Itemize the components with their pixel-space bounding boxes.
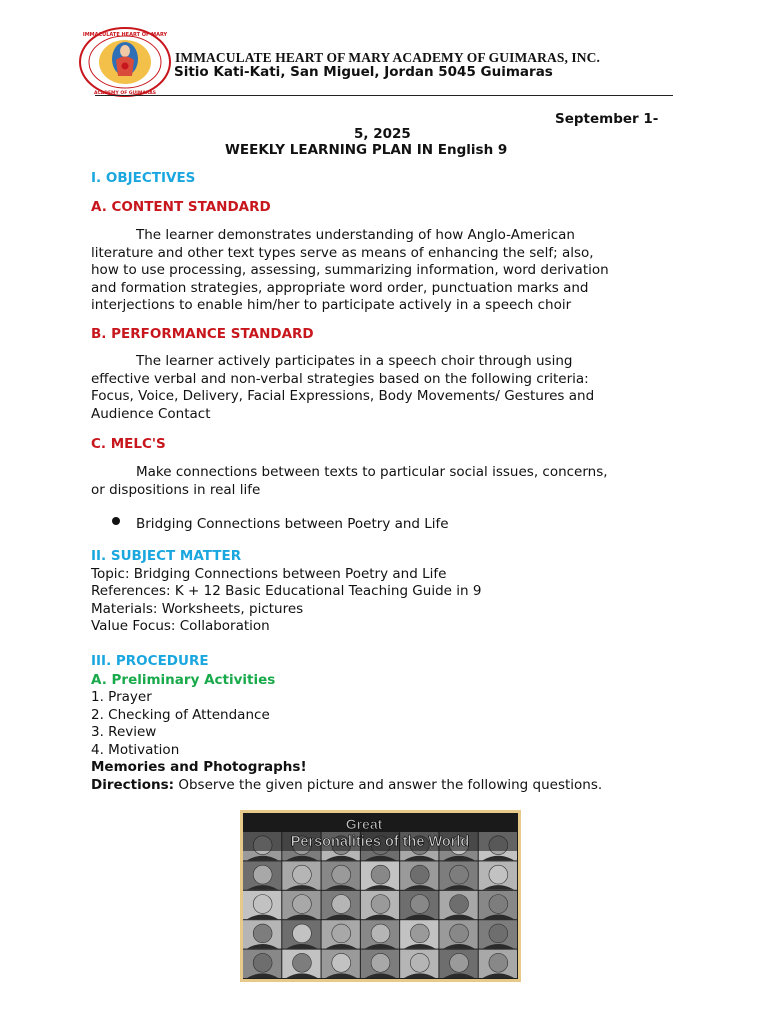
school-logo	[78, 26, 172, 98]
procedure-step: 4. Motivation	[91, 742, 180, 758]
melcs-heading: C. MELC'S	[91, 436, 166, 452]
directions-text: Observe the given picture and answer the following questions.	[174, 777, 603, 793]
portrait-face	[450, 865, 469, 884]
performance-standard-paragraph	[91, 353, 681, 423]
date-line-2: 5, 2025	[354, 126, 411, 142]
portrait-face	[450, 895, 469, 914]
objectives-heading: I. OBJECTIVES	[91, 170, 196, 186]
portrait-face	[253, 895, 272, 914]
portrait-face	[371, 924, 390, 943]
portrait-face	[410, 865, 429, 884]
date-line-1: September 1-	[555, 111, 659, 127]
portrait-face	[371, 953, 390, 972]
procedure-step: 1. Prayer	[91, 689, 152, 705]
paragraph-line: and formation strategies, appropriate word order, punctuation marks and	[91, 279, 589, 296]
portrait-face	[332, 865, 351, 884]
materials-line: Materials: Worksheets, pictures	[91, 601, 304, 617]
document-title: WEEKLY LEARNING PLAN IN English 9	[225, 142, 508, 158]
portrait-face	[371, 895, 390, 914]
school-address: Sitio Kati-Kati, San Miguel, Jordan 5045 Guimaras	[174, 64, 553, 80]
portrait-face	[371, 865, 390, 884]
portrait-face	[489, 895, 508, 914]
portrait-face	[332, 924, 351, 943]
paragraph-line: Focus, Voice, Delivery, Facial Expressions, Body Movements/ Gestures and	[91, 388, 595, 405]
paragraph-line: Make connections between texts to particular social issues, concerns,	[136, 464, 608, 480]
portrait-face	[450, 924, 469, 943]
portrait-face	[332, 895, 351, 914]
value-focus-line: Value Focus: Collaboration	[91, 618, 270, 634]
portrait-face	[410, 895, 429, 914]
paragraph-line: interjections to enable him/her to participate actively in a speech choir	[91, 297, 572, 314]
picture-title-line-1: Great	[345, 816, 383, 832]
melcs-bullet-item: Bridging Connections between Poetry and Life	[136, 516, 449, 532]
subject-matter-heading: II. SUBJECT MATTER	[91, 548, 242, 564]
procedure-heading: III. PROCEDURE	[91, 653, 209, 669]
procedure-step: 3. Review	[91, 724, 157, 740]
bullet-icon	[112, 517, 120, 525]
portrait-face	[293, 895, 312, 914]
svg-text:ACADEMY OF GUIMARAS: ACADEMY OF GUIMARAS	[93, 91, 157, 96]
paragraph-line: The learner actively participates in a speech choir through using	[136, 353, 573, 369]
portrait-face	[410, 953, 429, 972]
school-name: IMMACULATE HEART OF MARY ACADEMY OF GUIMARAS, INC.	[175, 50, 600, 65]
procedure-step: 2. Checking of Attendance	[91, 707, 270, 723]
directions-label: Directions:	[91, 777, 175, 793]
paragraph-line: literature and other text types serve as means of enhancing the self; also,	[91, 244, 594, 261]
portrait-face	[253, 953, 272, 972]
portrait-face	[293, 953, 312, 972]
references-line: References: K + 12 Basic Educational Teaching Guide in 9	[91, 583, 482, 599]
paragraph-line: how to use processing, assessing, summarizing information, word derivation	[91, 262, 609, 279]
portrait-face	[489, 924, 508, 943]
portrait-face	[253, 924, 272, 943]
picture-title-line-2: Personalities of the World	[290, 834, 470, 850]
portrait-face	[410, 924, 429, 943]
paragraph-line: effective verbal and non-verbal strategies based on the following criteria:	[91, 370, 589, 387]
paragraph-line: or dispositions in real life	[91, 481, 261, 498]
topic-line: Topic: Bridging Connections between Poetry and Life	[91, 566, 447, 582]
svg-text:IMMACULATE HEART OF MARY: IMMACULATE HEART OF MARY	[82, 32, 168, 38]
great-personalities-picture	[240, 810, 521, 982]
melcs-paragraph	[91, 464, 681, 499]
paragraph-line: Audience Contact	[91, 405, 211, 422]
activity-title: Memories and Photographs!	[91, 759, 307, 775]
portrait-face	[293, 924, 312, 943]
directions-line	[91, 777, 602, 793]
header-divider	[95, 95, 673, 96]
content-standard-heading: A. CONTENT STANDARD	[91, 199, 271, 215]
portrait-face	[489, 953, 508, 972]
portrait-face	[489, 865, 508, 884]
portrait-face	[253, 865, 272, 884]
performance-standard-heading: B. PERFORMANCE STANDARD	[91, 326, 314, 342]
paragraph-line: The learner demonstrates understanding of how Anglo-American	[136, 227, 575, 243]
preliminary-activities-heading: A. Preliminary Activities	[91, 672, 276, 688]
content-standard-paragraph	[91, 227, 681, 315]
portrait-face	[332, 953, 351, 972]
portrait-face	[450, 953, 469, 972]
portrait-face	[293, 865, 312, 884]
